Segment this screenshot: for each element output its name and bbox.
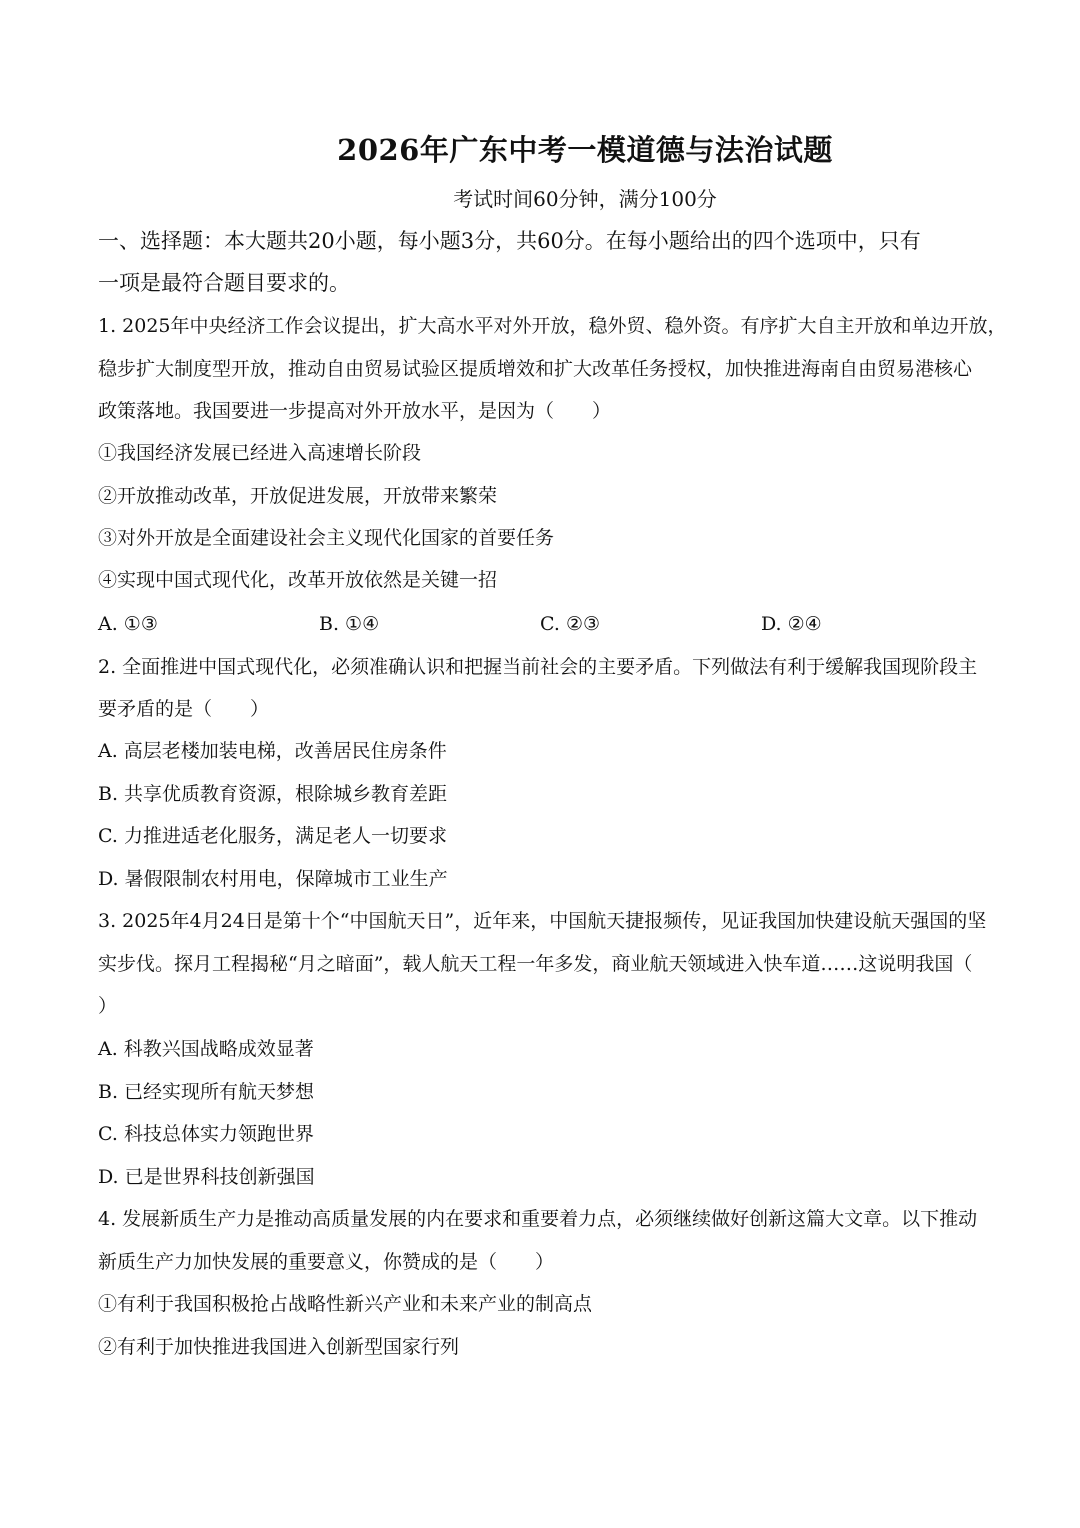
q1-stem-line-1: 1. 2025年中央经济工作会议提出，扩大高水平对外开放，稳外贸、稳外资。有序扩大自主开放和单边开放， (98, 315, 1007, 337)
q3-option-c: C. 科技总体实力领跑世界 (98, 1123, 314, 1145)
q2-option-c: C. 力推进适老化服务，满足老人一切要求 (98, 825, 447, 847)
exam-info: 考试时间60分钟，满分100分 (453, 187, 717, 211)
q1-stem-line-3: 政策落地。我国要进一步提高对外开放水平，是因为（ ） (98, 400, 612, 422)
q1-statement-3: ③对外开放是全面建设社会主义现代化国家的首要任务 (98, 527, 555, 549)
q1-option-d: D. ②④ (761, 613, 822, 635)
q1-statement-4: ④实现中国式现代化，改革开放依然是关键一招 (98, 569, 498, 591)
q3-option-b: B. 已经实现所有航天梦想 (98, 1081, 315, 1103)
q2-option-d: D. 暑假限制农村用电，保障城市工业生产 (98, 868, 448, 890)
q2-option-b: B. 共享优质教育资源，根除城乡教育差距 (98, 783, 448, 805)
section-instruction-line-1: 一、选择题：本大题共20小题，每小题3分，共60分。在每小题给出的四个选项中，只有 (98, 229, 921, 253)
q4-statement-2: ②有利于加快推进我国进入创新型国家行列 (98, 1336, 460, 1358)
q1-statement-2: ②开放推动改革，开放促进发展，开放带来繁荣 (98, 485, 498, 507)
q4-stem-line-1: 4. 发展新质生产力是推动高质量发展的内在要求和重要着力点，必须继续做好创新这篇大文章。以下推动 (98, 1208, 978, 1230)
q4-statement-1: ①有利于我国积极抢占战略性新兴产业和未来产业的制高点 (98, 1293, 593, 1315)
q1-option-b: B. ①④ (319, 613, 380, 635)
section-instruction-line-2: 一项是最符合题目要求的。 (98, 271, 350, 295)
q3-option-d: D. 已是世界科技创新强国 (98, 1166, 315, 1188)
q2-option-a: A. 高层老楼加装电梯，改善居民住房条件 (98, 740, 447, 762)
page-title: 2026年广东中考一模道德与法治试题 (337, 133, 833, 167)
q3-stem-line-3: ） (98, 995, 118, 1017)
q1-stem-line-2: 稳步扩大制度型开放，推动自由贸易试验区提质增效和扩大改革任务授权，加快推进海南自由贸易港核心 (98, 358, 973, 380)
q3-stem-line-1: 3. 2025年4月24日是第十个“中国航天日”，近年来，中国航天捷报频传，见证我国加快建设航天强国的坚 (98, 910, 987, 932)
q3-stem-line-2: 实步伐。探月工程揭秘“月之暗面”，载人航天工程一年多发，商业航天领域进入快车道……这说明我国（ (98, 953, 973, 975)
q1-option-c: C. ②③ (540, 613, 601, 635)
q1-statement-1: ①我国经济发展已经进入高速增长阶段 (98, 442, 422, 464)
q4-stem-line-2: 新质生产力加快发展的重要意义，你赞成的是（ ） (98, 1251, 555, 1273)
q1-option-a: A. ①③ (98, 613, 158, 635)
q2-stem-line-2: 要矛盾的是（ ） (98, 698, 270, 720)
q2-stem-line-1: 2. 全面推进中国式现代化，必须准确认识和把握当前社会的主要矛盾。下列做法有利于缓解我国现阶段主 (98, 656, 978, 678)
q3-option-a: A. 科教兴国战略成效显著 (98, 1038, 314, 1060)
